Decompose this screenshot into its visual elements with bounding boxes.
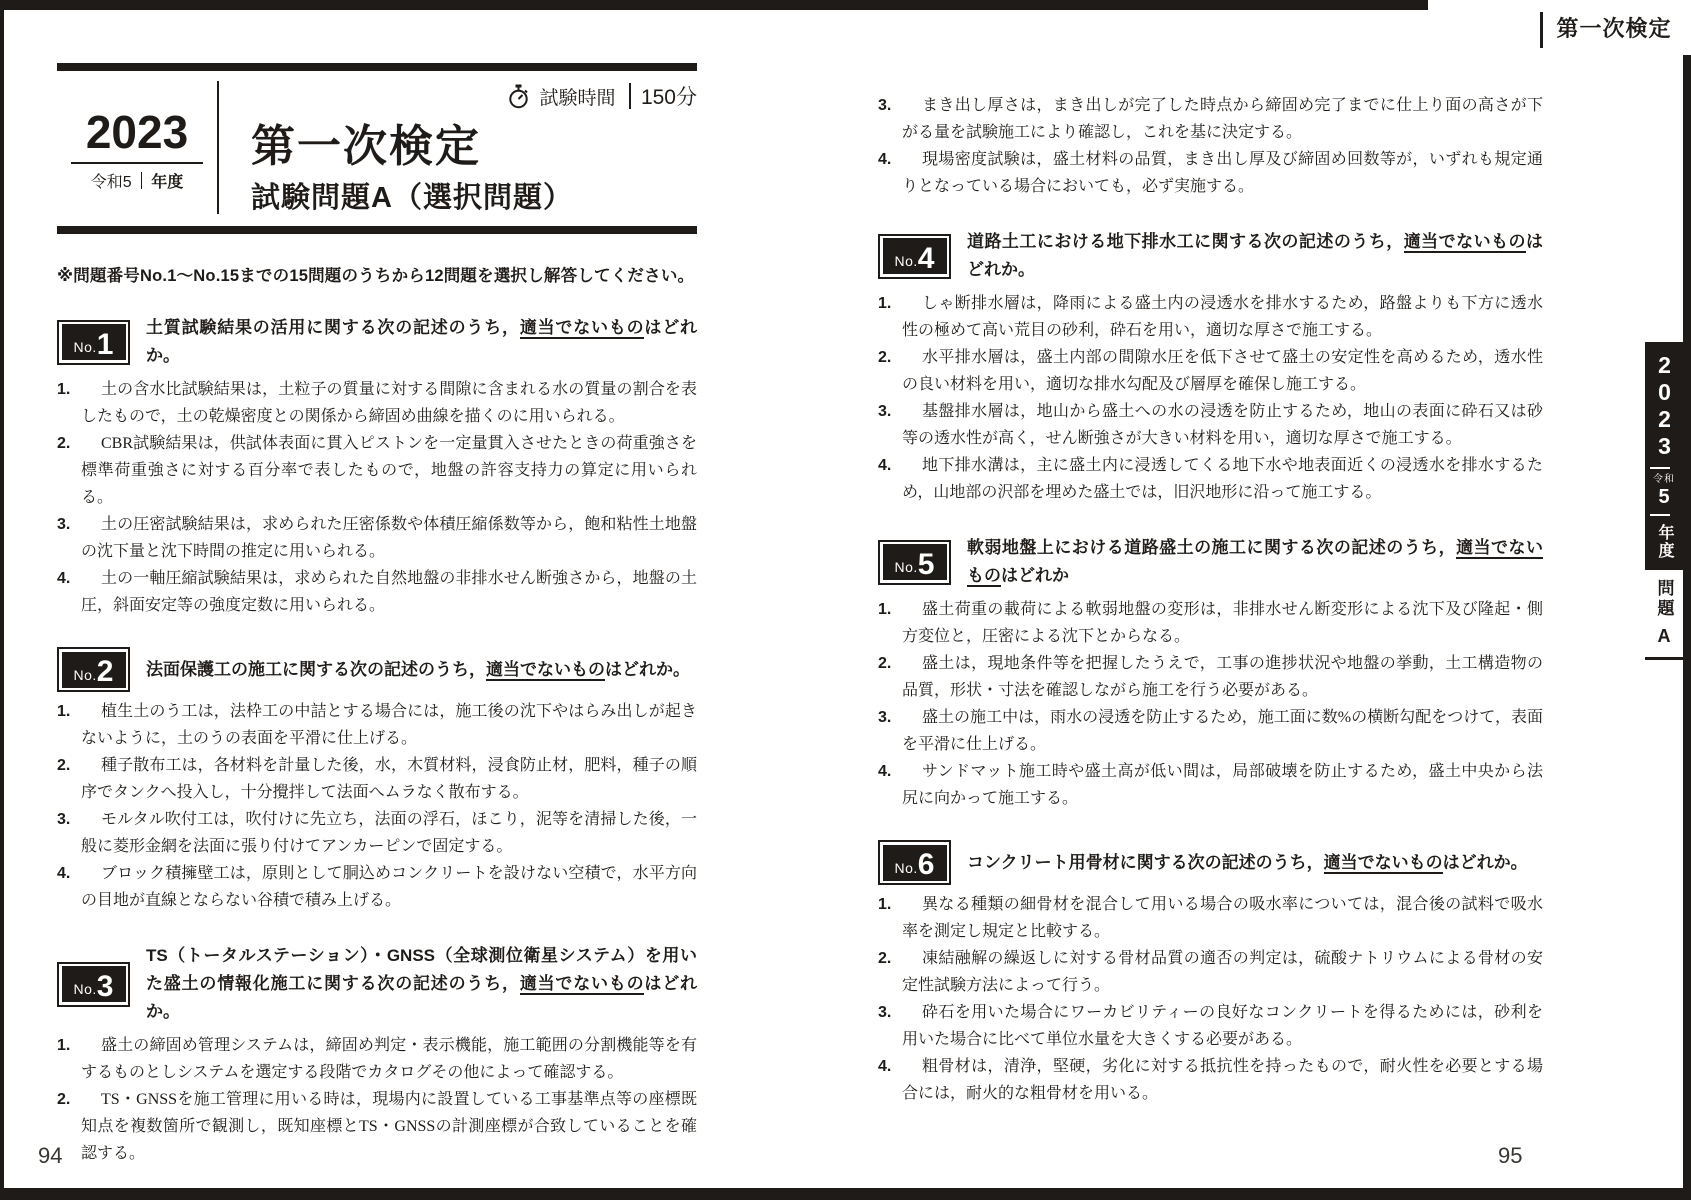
corner-tab	[1428, 0, 1691, 55]
question-1-options	[57, 376, 697, 619]
era-divider	[141, 172, 143, 189]
answer-option	[878, 452, 1543, 506]
exam-title-line2: 試験問題A（選択問題）	[251, 182, 573, 215]
question-number-box	[57, 962, 130, 1007]
option-number: 2.	[878, 349, 892, 366]
option-text: ブロック積擁壁工は，原則として胴込めコンクリートを設けない空積で，水平方向の目地が直線とならない谷積で積み上げる。	[81, 865, 697, 910]
answer-option	[57, 860, 697, 914]
no-prefix: No.	[894, 859, 918, 876]
answer-option	[57, 511, 697, 565]
option-text: 盛土荷重の載荷による軟弱地盤の変形は，非排水せん断変形による沈下及び隆起・側方変位と，圧密による沈下とからなる。	[902, 601, 1543, 645]
question-5-header	[878, 534, 1543, 590]
answer-option	[57, 1032, 697, 1086]
answer-option	[878, 704, 1543, 758]
option-number: 3.	[878, 403, 892, 420]
year-block	[57, 79, 217, 216]
instruction-note: ※問題番号No.1～No.15までの15問題のうちから12問題を選択し解答してください。	[57, 267, 695, 286]
exam-header	[57, 63, 697, 234]
question-text-post: はどれか	[1001, 566, 1069, 585]
era-text: 令和5	[90, 174, 132, 191]
header-rule-bottom	[57, 226, 697, 234]
question-text-pre: 道路土工における地下排水工に関する次の記述のうち，	[967, 232, 1404, 251]
answer-option	[878, 398, 1543, 452]
question-text-post: はどれか。	[146, 318, 698, 366]
side-tab-era-label: 令和	[1653, 474, 1675, 485]
answer-option	[878, 945, 1543, 999]
answer-option	[57, 376, 697, 430]
option-number: 1.	[57, 381, 71, 399]
exam-title-line1: 第一次検定	[251, 122, 481, 171]
side-tab-rule	[1645, 657, 1683, 660]
answer-option	[878, 650, 1543, 704]
option-text: モルタル吹付工は，吹付けに先立ち，法面の浮石，ほこり，泥等を清掃した後，一般に菱形金網を法面に張り付けてアンカーピンで固定する。	[81, 811, 697, 856]
option-number: 2.	[878, 655, 892, 672]
side-tab	[1645, 342, 1683, 660]
option-number: 3.	[57, 811, 71, 829]
question-4-options	[878, 290, 1543, 506]
option-text: サンドマット施工時や盛土高が低い間は，局部破壊を防止するため，盛土中央から法尻に向かって施工する。	[902, 763, 1543, 807]
option-text: 粗骨材は，清浄，堅硬，劣化に対する抵抗性を持ったもので，耐火性を必要とする場合には，耐火的な粗骨材を用いる。	[902, 1058, 1543, 1102]
question-text-post: はどれか。	[605, 659, 690, 679]
answer-option	[57, 1086, 697, 1167]
option-text: 現場密度試験は，盛土材料の品質，まき出し厚及び締固め回数等が，いずれも規定通りとなっている場合においても，必ず実施する。	[902, 151, 1543, 195]
question-number: 1	[96, 327, 114, 361]
question-number: 5	[917, 547, 935, 581]
question-number: 2	[96, 655, 114, 689]
question-text-pre: TS（トータルステーション）・GNSS（全球測位衛星システム）を用いた盛土の情報化施工に関する次の記述のうち，	[146, 946, 697, 994]
option-text: 凍結融解の繰返しに対する骨材品質の適否の判定は，硫酸ナトリウムによる骨材の安定性試験方法によって行う。	[902, 950, 1543, 994]
question-4-header	[878, 228, 1543, 284]
stopwatch-icon	[508, 84, 529, 109]
question-2-options	[57, 698, 697, 914]
frame-bottom-bar	[0, 1188, 1691, 1200]
option-number: 2.	[57, 435, 71, 453]
option-text: 盛土の締固め管理システムは，締固め判定・表示機能，施工範囲の分割機能等を有するものとしシステムを選定する段階でカタログその他によって確認する。	[81, 1037, 697, 1082]
question-text-pre: 土質試験結果の活用に関する次の記述のうち，	[146, 318, 520, 338]
answer-option	[878, 999, 1543, 1053]
side-tab-mondai: 問題	[1654, 579, 1674, 619]
option-text: 土の含水比試験結果は，土粒子の質量に対する間隙に含まれる水の質量の割合を表したもので，土の乾燥密度との関係から締固め曲線を描くのに用いられる。	[81, 381, 697, 426]
left-page	[57, 63, 697, 1167]
option-number: 3.	[878, 97, 892, 114]
option-text: まき出し厚さは，まき出しが完了した時点から締固め完了までに仕上り面の高さが下がる量を試験施工により確認し，これを基に決定する。	[902, 97, 1543, 141]
question-3-header	[57, 942, 697, 1026]
side-tab-era	[1653, 475, 1675, 507]
option-text: 地下排水溝は，主に盛土内に浸透してくる地下水や地表面近くの浸透水を排水するため，山地部の沢部を埋めた盛土では，旧沢地形に沿って施工する。	[902, 457, 1543, 501]
option-text: 盛土の施工中は，雨水の浸透を防止するため，施工面に数%の横断勾配をつけて，表面を平滑に仕上げる。	[902, 709, 1543, 753]
exam-time-value: 150分	[640, 86, 697, 109]
question-number-box	[57, 320, 130, 365]
year-text: 2023	[85, 106, 189, 158]
option-number: 4.	[57, 865, 71, 883]
question-text-post: はどれか。	[146, 974, 698, 1022]
option-text: CBR試験結果は，供試体表面に貫入ピストンを一定量貫入させたときの荷重強さを標準荷重強さに対する百分率で表したもので，地盤の許容支持力の算定に用いられる。	[81, 435, 697, 507]
question-text	[146, 656, 690, 684]
question-3-options-continued	[878, 92, 1543, 200]
question-text-emphasis: 適当でないもの	[1323, 852, 1443, 872]
year-divider	[71, 162, 203, 164]
side-tab-separator	[1650, 514, 1670, 516]
question-text-emphasis: 適当でないもの	[519, 974, 645, 994]
option-number: 2.	[57, 1091, 71, 1109]
question-text-pre: 法面保護工の施工に関する次の記述のうち，	[146, 659, 486, 679]
side-tab-separator	[1650, 467, 1670, 469]
option-text: 異なる種類の細骨材を混合して用いる場合の吸水率については，混合後の試料で吸水率を測定し規定と比較する。	[902, 896, 1543, 940]
answer-option	[878, 92, 1543, 146]
frame-top-bar	[0, 0, 1430, 10]
question-text-emphasis: 適当でないもの	[967, 538, 1543, 585]
option-text: 盛土は，現地条件等を把握したうえで，工事の進捗状況や地盤の挙動，土工構造物の品質，形状・寸法を確認しながら施工を行う必要がある。	[902, 655, 1543, 699]
question-number: 6	[917, 848, 935, 881]
corner-tab-label: 第一次検定	[1556, 16, 1672, 41]
question-text-pre: コンクリート用骨材に関する次の記述のうち，	[967, 852, 1324, 872]
no-prefix: No.	[894, 559, 918, 575]
question-text	[967, 849, 1528, 877]
nendo-text: 年度	[151, 174, 184, 191]
question-number-box	[878, 840, 951, 885]
question-1-header	[57, 314, 697, 370]
question-text-pre: 軟弱地盤上における道路盛土の施工に関する次の記述のうち，	[967, 538, 1457, 557]
question-6-options	[878, 891, 1543, 1107]
option-number: 1.	[878, 295, 892, 312]
answer-option	[878, 758, 1543, 812]
question-text	[967, 534, 1543, 590]
question-text-emphasis: 適当でないもの	[1403, 232, 1526, 251]
page-number-left: 94	[38, 1143, 63, 1168]
exam-time-divider	[629, 83, 631, 109]
question-5-options	[878, 596, 1543, 812]
option-text: 土の一軸圧縮試験結果は，求められた自然地盤の非排水せん断強さから，地盤の土圧，斜面安定等の強度定数に用いられる。	[81, 570, 697, 615]
answer-option	[878, 1053, 1543, 1107]
question-number-box	[878, 234, 951, 279]
answer-option	[878, 290, 1543, 344]
option-text: 土の圧密試験結果は，求められた圧密係数や体積圧縮係数等から，飽和粘性土地盤の沈下量と沈下時間の推定に用いられる。	[81, 516, 697, 561]
exam-time-label: 試験時間	[539, 87, 616, 109]
option-number: 4.	[878, 457, 892, 474]
side-tab-white	[1645, 570, 1683, 660]
no-prefix: No.	[894, 253, 918, 269]
right-page	[878, 92, 1543, 1107]
question-text	[967, 228, 1543, 284]
question-3-options	[57, 1032, 697, 1167]
question-text	[146, 314, 697, 370]
option-number: 3.	[878, 1004, 892, 1021]
option-number: 4.	[878, 763, 892, 780]
page-number-right: 95	[1498, 1143, 1523, 1168]
answer-option	[878, 146, 1543, 200]
answer-option	[57, 752, 697, 806]
option-text: 種子散布工は，各材料を計量した後，水，木質材料，浸食防止材，肥料，種子の順序でタンクへ投入し，十分攪拌して法面へムラなく散布する。	[81, 757, 697, 802]
no-prefix: No.	[73, 339, 97, 356]
answer-option	[57, 430, 697, 511]
question-number-box	[57, 647, 130, 692]
question-number-box	[878, 540, 951, 585]
option-text: しゃ断排水層は，降雨による盛土内の浸透水を排水するため，路盤よりも下方に透水性の極めて高い荒目の砂利，砕石を用い，適切な厚さで施工する。	[902, 295, 1543, 339]
question-text-post: はどれか。	[1442, 852, 1528, 872]
option-number: 3.	[57, 516, 71, 534]
corner-tab-divider	[1540, 12, 1543, 48]
answer-option	[57, 806, 697, 860]
question-text-emphasis: 適当でないもの	[519, 318, 645, 338]
question-text-emphasis: 適当でないもの	[486, 659, 605, 679]
option-number: 1.	[57, 1037, 71, 1055]
answer-option	[878, 596, 1543, 650]
option-text: 水平排水層は，盛土内部の間隙水圧を低下させて盛土の安定性を高めるため，透水性の良い材料を用い，適切な排水勾配及び層厚を確保し施工する。	[902, 349, 1543, 393]
side-tab-section: A	[1657, 626, 1671, 646]
question-6-header	[878, 840, 1543, 885]
option-number: 3.	[878, 709, 892, 726]
question-2-header	[57, 647, 697, 692]
frame-right-bar	[1683, 55, 1691, 1200]
answer-option	[57, 698, 697, 752]
side-tab-nendo: 年度	[1656, 524, 1673, 560]
option-number: 1.	[57, 703, 71, 721]
no-prefix: No.	[73, 981, 97, 998]
answer-option	[57, 565, 697, 619]
option-number: 4.	[878, 1058, 892, 1075]
option-number: 1.	[878, 601, 892, 618]
side-tab-era-number: 5	[1658, 486, 1670, 508]
question-number: 3	[96, 969, 114, 1003]
answer-option	[878, 344, 1543, 398]
option-number: 2.	[878, 950, 892, 967]
side-tab-black	[1645, 342, 1683, 570]
option-number: 1.	[878, 896, 892, 913]
option-number: 4.	[57, 570, 71, 588]
option-text: 基盤排水層は，地山から盛土への水の浸透を防止するため，地山の表面に砕石又は砂等の透水性が高く，せん断強さが大きい材料を用い，適切な厚さで施工する。	[902, 403, 1543, 447]
answer-option	[878, 891, 1543, 945]
side-tab-year: 2023	[1651, 352, 1678, 460]
option-text: 植生土のう工は，法枠工の中詰とする場合には，施工後の沈下やはらみ出しが起きないように，土のうの表面を平滑に仕上げる。	[81, 703, 697, 748]
option-text: TS・GNSSを施工管理に用いる時は，現場内に設置している工事基準点等の座標既知点を複数箇所で観測し，既知座標とTS・GNSSの計測座標が合致していることを確認する。	[81, 1091, 697, 1163]
no-prefix: No.	[73, 666, 97, 683]
frame-left-bar	[0, 0, 4, 1200]
option-number: 2.	[57, 757, 71, 775]
header-rule-top	[57, 63, 697, 71]
question-number: 4	[917, 241, 935, 275]
option-number: 4.	[878, 151, 892, 168]
option-text: 砕石を用いた場合にワーカビリティーの良好なコンクリートを得るためには，砂利を用いた場合に比べて単位水量を大きくする必要がある。	[902, 1004, 1543, 1048]
question-text-post: はどれか。	[967, 232, 1543, 279]
question-text	[146, 942, 697, 1026]
exam-time	[251, 81, 697, 111]
